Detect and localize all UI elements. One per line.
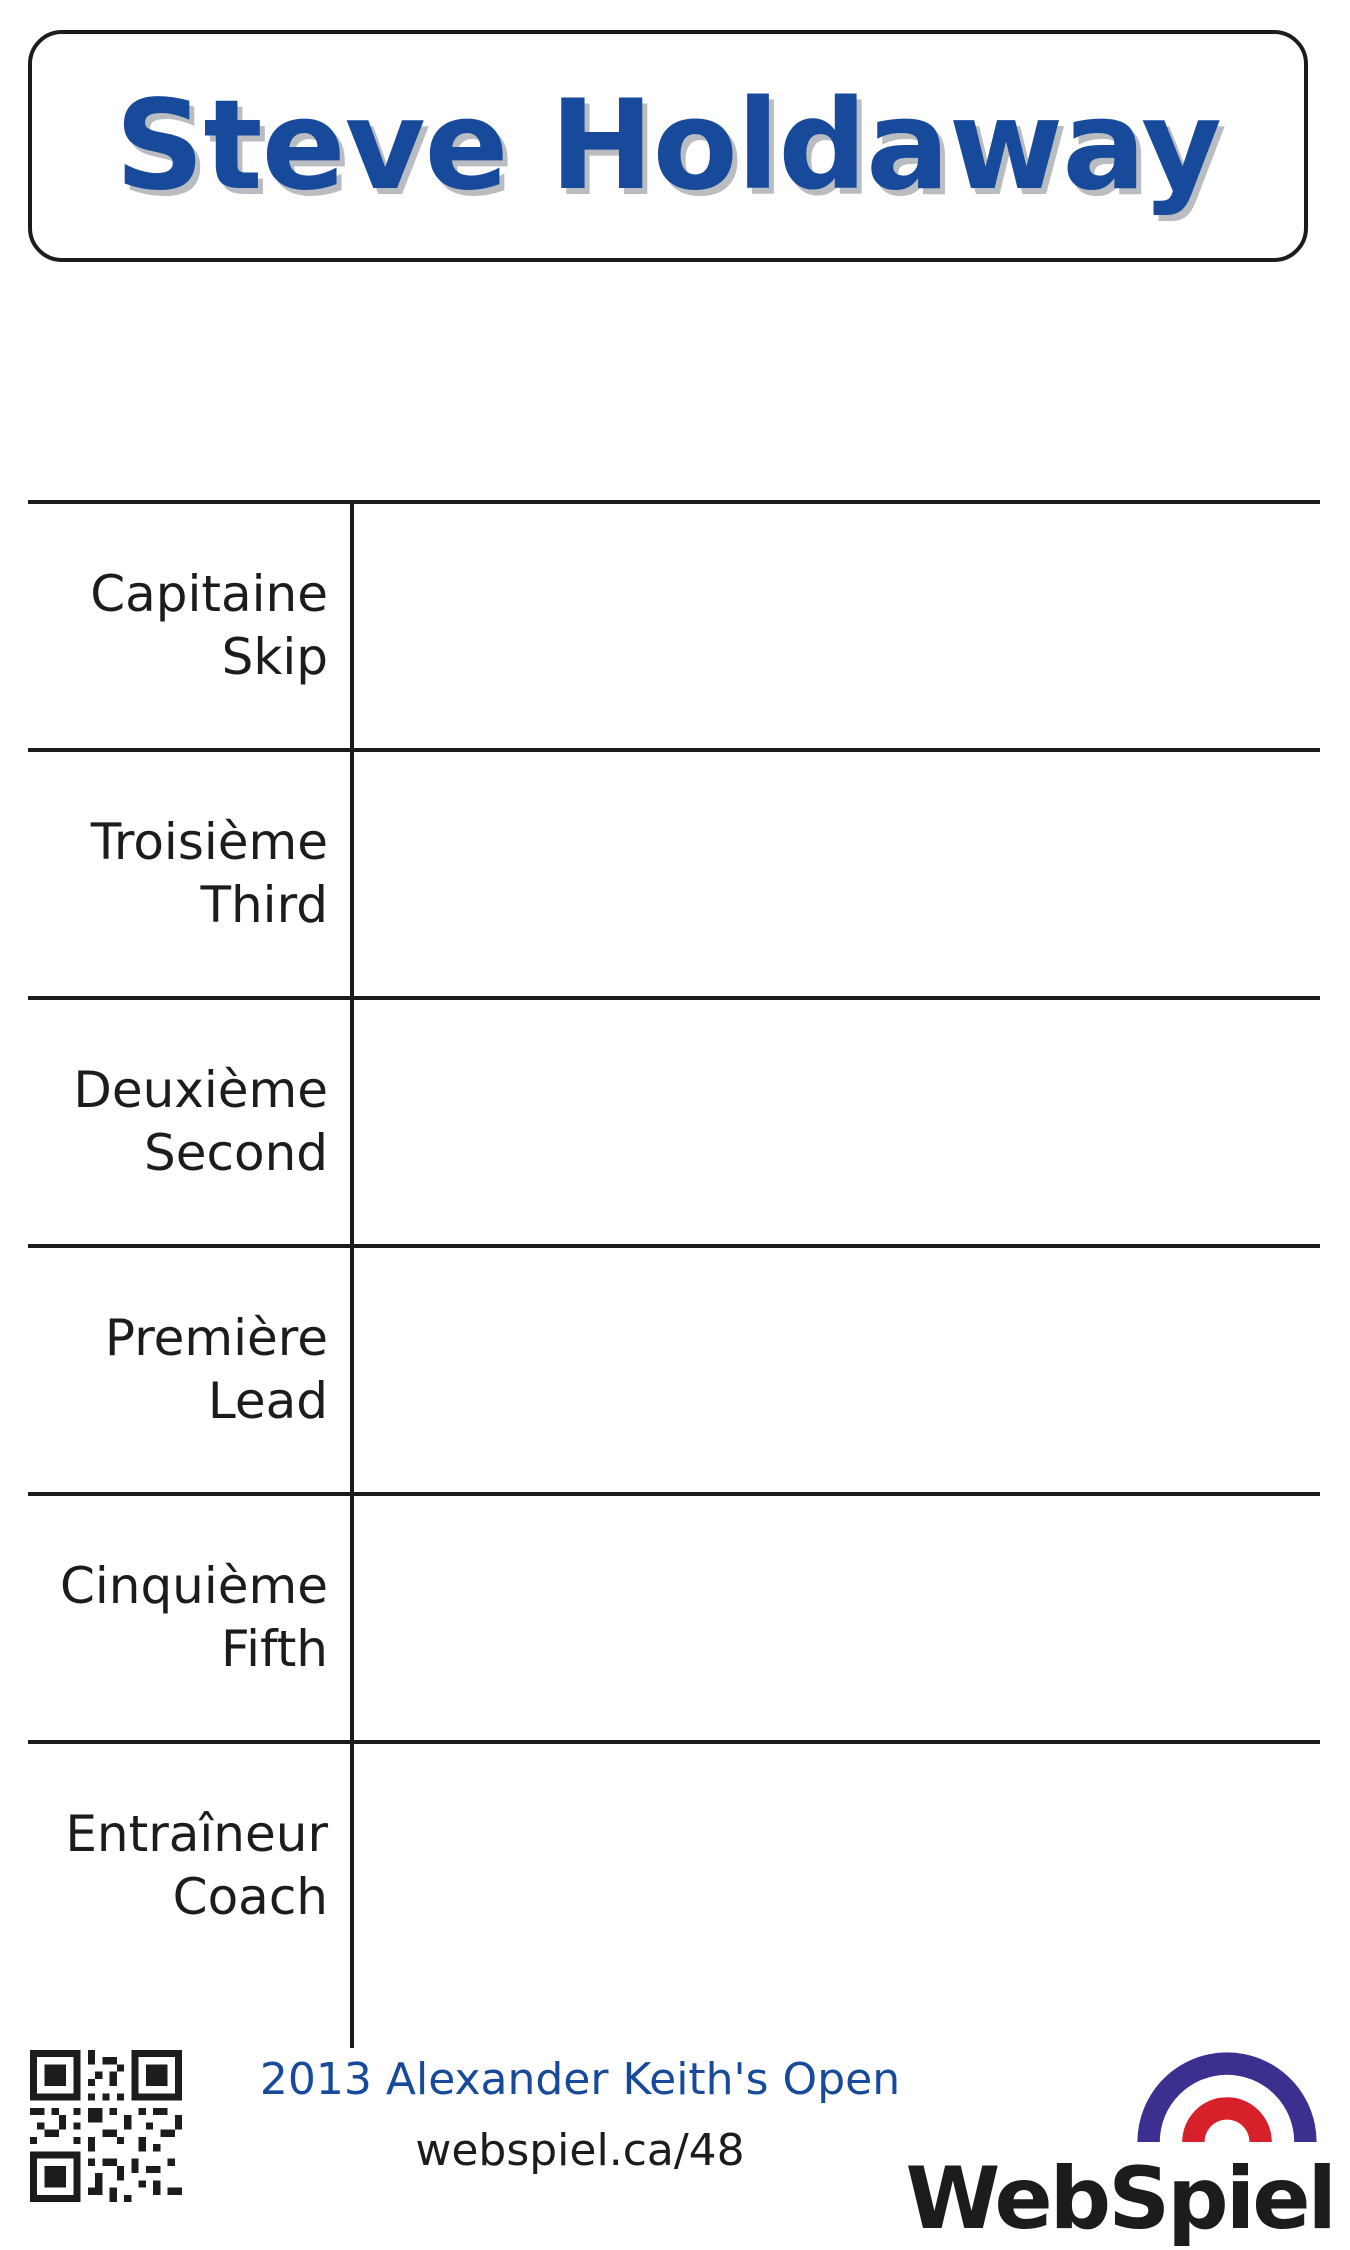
position-label-fifth	[28, 1496, 350, 1740]
player-name-second[interactable]	[350, 1000, 1320, 1244]
position-label-second	[28, 1000, 350, 1244]
position-label-fr: Capitaine	[90, 565, 328, 623]
position-label-lead	[28, 1248, 350, 1492]
table-row	[28, 1740, 1320, 1988]
position-label-en: Third	[200, 876, 328, 934]
footer	[0, 2030, 1350, 2250]
player-name-fifth[interactable]	[350, 1496, 1320, 1740]
position-label-fr: Entraîneur	[65, 1805, 328, 1863]
curling-house-icon	[1132, 2030, 1322, 2142]
webspiel-logo	[905, 2030, 1340, 2250]
position-label-fr: Première	[104, 1309, 328, 1367]
logo-wordmark: WebSpiel	[905, 2149, 1334, 2249]
player-name-lead[interactable]	[350, 1248, 1320, 1492]
position-label-en: Fifth	[220, 1620, 328, 1678]
position-label-fr: Troisième	[90, 813, 328, 871]
position-label-coach	[28, 1744, 350, 1988]
player-name-coach[interactable]	[350, 1744, 1320, 1988]
position-label-fr: Cinquième	[59, 1557, 328, 1615]
table-row	[28, 1492, 1320, 1740]
position-label-en: Skip	[221, 628, 328, 686]
position-label-en: Second	[143, 1124, 328, 1182]
roster-table	[28, 500, 1320, 1988]
event-url[interactable]: webspiel.ca/48	[415, 2125, 745, 2176]
position-label-en: Coach	[172, 1868, 328, 1926]
footer-text	[200, 2052, 960, 2178]
table-row	[28, 996, 1320, 1244]
table-row	[28, 500, 1320, 748]
position-label-en: Lead	[207, 1372, 328, 1430]
page-title: Steve Holdaway	[115, 74, 1221, 218]
player-name-skip[interactable]	[350, 504, 1320, 748]
table-row	[28, 1244, 1320, 1492]
position-label-fr: Deuxième	[73, 1061, 328, 1119]
position-label-skip	[28, 504, 350, 748]
event-name: 2013 Alexander Keith's Open	[259, 2054, 901, 2105]
table-row	[28, 748, 1320, 996]
team-name-plate	[28, 30, 1308, 262]
position-label-third	[28, 752, 350, 996]
qr-code-icon[interactable]	[30, 2050, 182, 2202]
player-name-third[interactable]	[350, 752, 1320, 996]
